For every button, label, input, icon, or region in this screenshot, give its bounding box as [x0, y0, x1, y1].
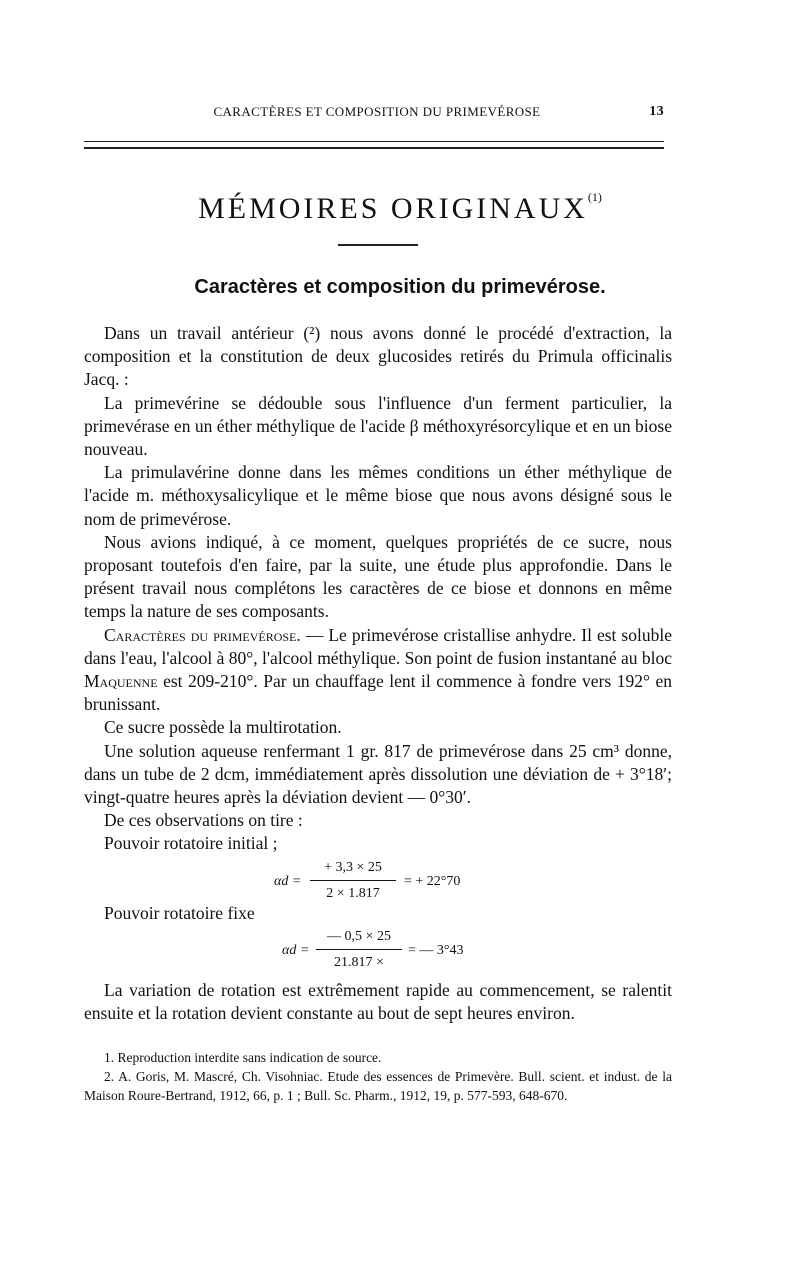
paragraph	[84, 624, 672, 717]
person-name: Maquenne	[84, 671, 158, 692]
paragraph: La variation de rotation est extrêmement rapide au commencement, se ralentit ensuite et la rotation devient constante au bout de sept heures environ.	[84, 979, 672, 1024]
formula-denominator: 21.817 ×	[334, 955, 384, 971]
section-heading-text: MÉMOIRES ORIGINAUX	[198, 192, 588, 225]
formula-numerator: — 0,5 × 25	[316, 925, 402, 950]
formula-denominator: 2 × 1.817	[326, 885, 380, 901]
formula-initial	[84, 856, 672, 902]
page-number: 13	[649, 104, 664, 119]
paragraph: Ce sucre possède la multirotation.	[104, 717, 342, 738]
formula-rhs: = — 3°43	[408, 942, 464, 958]
paragraph: Pouvoir rotatoire initial ;	[104, 833, 278, 854]
paragraph: Une solution aqueuse renfermant 1 gr. 817 de primevérose dans 25 cm³ donne, dans un tube de 2 dcm, immédiatement après dissolution une déviation de + 3°18′; vingt-quatre heures après la déviation devient — 0°30′.	[84, 740, 672, 808]
header-rule-thin	[84, 141, 664, 142]
paragraph: La primevérine se dédouble sous l'influence d'un ferment particulier, la primevérase en un éther méthylique de l'acide β méthoxyrésorcylique et en un biose nouveau.	[84, 392, 672, 460]
formula-fixed	[84, 925, 672, 971]
footnote: 2. A. Goris, M. Mascré, Ch. Visohniac. Etude des essences de Primevère. Bull. scient. et indust. de la Maison Roure-Bertrand, 1912, 66, p. 1 ; Bull. Sc. Pharm., 1912, 19, p. 577-593, 648-670.	[84, 1069, 672, 1103]
formula-numerator: + 3,3 × 25	[310, 856, 396, 881]
heading-rule	[338, 244, 418, 246]
paragraph: Pouvoir rotatoire fixe	[104, 902, 255, 923]
article-body	[84, 322, 672, 1025]
header-rule-thick	[84, 147, 664, 149]
formula-lhs: αd =	[282, 942, 310, 958]
section-heading	[0, 192, 800, 226]
formula-fraction	[316, 925, 402, 974]
running-title: CARACTÈRES ET COMPOSITION DU PRIMEVÉROSE	[213, 104, 541, 119]
formula-lhs: αd =	[274, 873, 302, 889]
running-header	[84, 104, 670, 128]
paragraph: Nous avions indiqué, à ce moment, quelques propriétés de ce sucre, nous proposant toutefois d'en faire, par la suite, une étude plus approfondie. Dans le présent travail nous complétons les caractères de ce biose et donnons en même temps la nature de ses composants.	[84, 531, 672, 622]
paragraph: La primulavérine donne dans les mêmes conditions un éther méthylique de l'acide m. méthoxysalicylique et le même biose que nous avons désigné sous le nom de primevérose.	[84, 462, 672, 529]
footnote: 1. Reproduction interdite sans indication de source.	[104, 1050, 382, 1065]
footnotes	[84, 1048, 672, 1105]
article-title: Caractères et composition du primevérose.	[194, 276, 606, 298]
paragraph-label: Caractères du primevérose.	[104, 624, 301, 645]
heading-footnote-marker: (1)	[587, 190, 602, 204]
formula-rhs: = + 22°70	[404, 873, 461, 889]
paragraph-text-end: est 209-210°. Par un chauffage lent il commence à fondre vers 192° en brunissant.	[84, 671, 672, 715]
paragraph: De ces observations on tire :	[104, 810, 303, 831]
formula-fraction	[310, 856, 396, 905]
paragraph-text: — Le primevérose cristallise anhydre. Il est soluble dans l'eau, l'alcool à 80°, l'alcool méthylique. Son point de fusion instantané au bloc	[84, 624, 672, 668]
paragraph: Dans un travail antérieur (²) nous avons donné le procédé d'extraction, la composition et la constitution de deux glucosides retirés du Primula officinalis Jacq. :	[84, 323, 672, 390]
